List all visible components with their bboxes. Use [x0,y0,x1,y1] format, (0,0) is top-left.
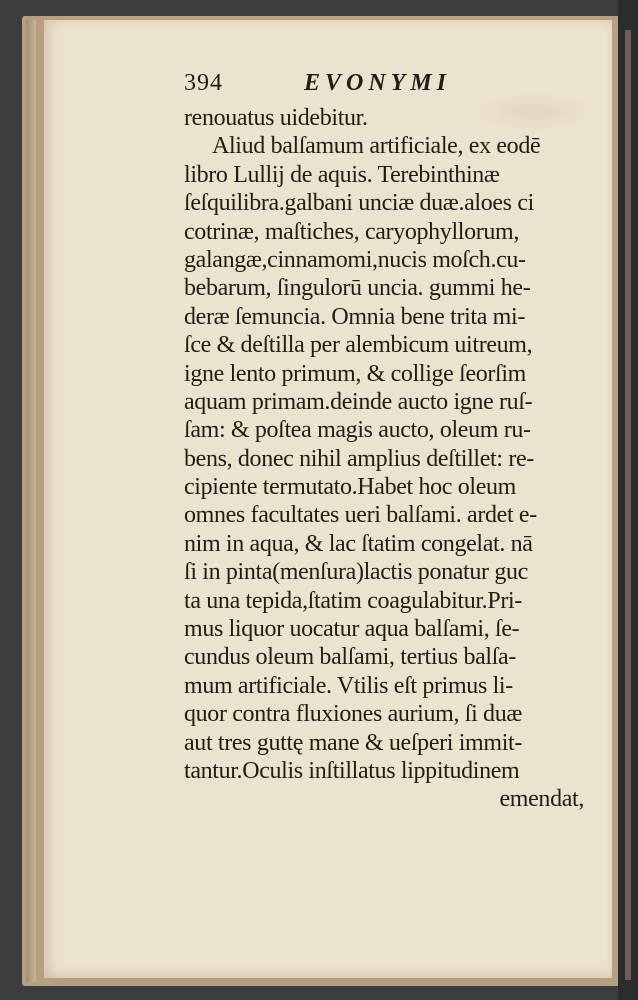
text-line: ſi in pinta(menſura)lactis ponatur guc [184,559,528,586]
text-line: bebarum, ſingulorū uncia. gummi he- [184,275,531,302]
text-line: aquam primam.deinde aucto igne ruſ- [184,388,533,415]
text-line: libro Lullij de aquis. Terebinthinæ [184,161,500,188]
text-line: aut tres guttę mane & ueſperi immit- [184,729,522,756]
text-line: renouatus uidebitur. [184,105,368,131]
text-line: mus liquor uocatur aqua balſami, ſe- [184,616,520,643]
text-line: cundus oleum balſami, tertius balſa- [184,644,516,671]
page-header [142,70,590,104]
text-block [142,70,590,814]
text-line: tantur.Oculis inſtillatus lippitudinem [184,757,520,784]
text-line: ſce & deſtilla per alembicum uitreum, [184,332,533,359]
catchword: emendat, [499,786,584,813]
text-line: bens, donec nihil amplius deſtillet: re- [184,445,534,472]
text-line: igne lento primum, & collige ſeorſim [184,360,526,387]
text-line: Aliud balſamum artificiale, ex eodē [212,133,541,160]
text-line: omnes facultates ueri balſami. ardet e- [184,502,537,529]
text-line: nim in aqua, & lac ſtatim congelat. nā [184,530,533,557]
text-line: mum artificiale. Vtilis eſt primus li- [184,672,513,699]
text-line: cotrinæ, maſtiches, caryophyllorum, [184,218,520,245]
text-line: quor contra fluxiones aurium, ſi duæ [184,701,523,728]
page-number: 394 [184,70,223,96]
text-line: deræ ſemuncia. Omnia bene trita mi- [184,303,525,330]
facing-page-edge [625,30,631,980]
text-line: ſam: & poſtea magis aucto, oleum ru- [184,417,531,444]
text-line: ſeſquilibra.galbani unciæ duæ.aloes ci [184,190,534,217]
fore-edge-shade [26,20,36,982]
scan-right-border [618,0,638,1000]
text-line: cipiente termutato.Habet hoc oleum [184,474,516,501]
text-line: galangæ,cinnamomi,nucis moſch.cu- [184,246,526,273]
text-line: ta una tepida,ſtatim coagulabitur.Pri- [184,587,522,614]
running-head: EVONYMI [304,70,452,96]
